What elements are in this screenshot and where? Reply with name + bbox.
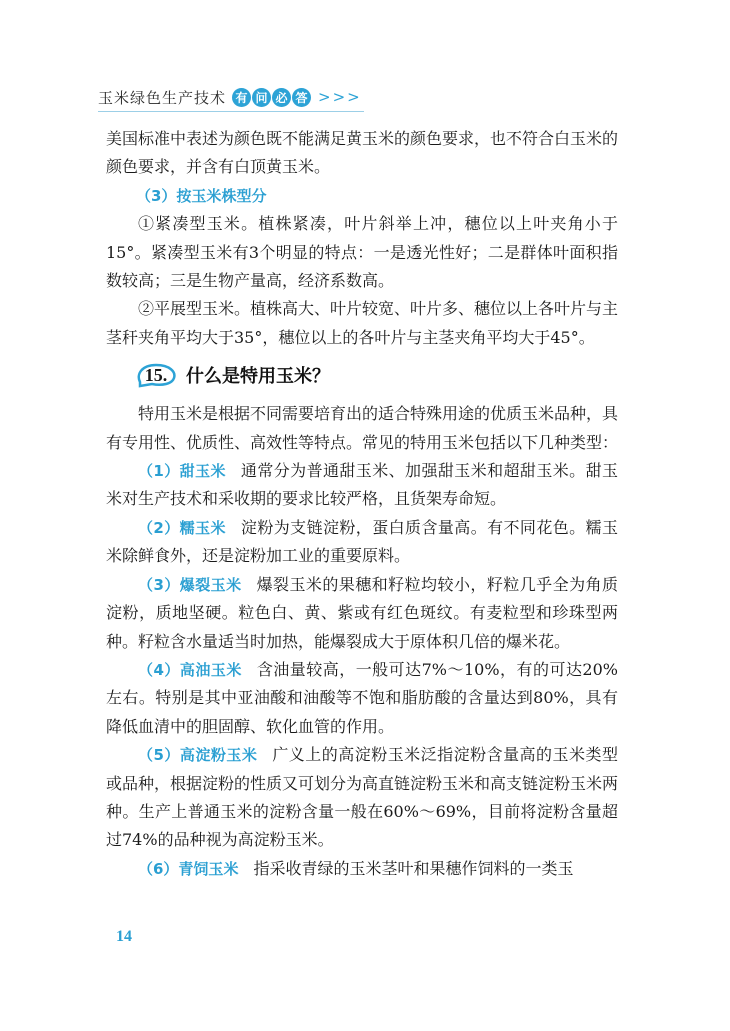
- page-number: 14: [116, 928, 132, 945]
- type-label: （1）甜玉米: [138, 462, 226, 481]
- type-paragraph: [106, 571, 618, 656]
- type-text: 广义上的高淀粉玉米泛指淀粉含量高的玉米类型或品种，根据淀粉的性质又可划分为高直链淀粉玉米和高支链淀粉玉米两种。生产上普通玉米的淀粉含量一般在60%～69%，目前将淀粉含量超过74%的品种视为高淀粉玉米。: [106, 745, 619, 850]
- question-title: 什么是特用玉米？: [186, 366, 330, 388]
- subheading-plant-type: （3）按玉米株型分: [136, 186, 267, 205]
- type-text: 含油量较高，一般可达7%～10%，有的可达20%左右。特别是其中亚油酸和油酸等不饱和脂肪酸的含量达到80%，具有降低血清中的胆固醇、软化血管的作用。: [106, 659, 618, 736]
- qa-badge: [232, 88, 312, 107]
- type-text: 爆裂玉米的果穗和籽粒均较小，籽粒几乎全为角质淀粉，质地坚硬。粒色白、黄、紫或有红色斑纹。有麦粒型和珍珠型两种。籽粒含水量适当时加热，能爆裂成大于原体积几倍的爆米花。: [106, 574, 618, 651]
- page-body: [106, 125, 618, 883]
- type-paragraph: [106, 741, 618, 855]
- type-label: （2）糯玉米: [138, 518, 226, 537]
- type-paragraph: [106, 656, 618, 741]
- type-text: 通常分为普通甜玉米、加强甜玉米和超甜玉米。甜玉米对生产技术和采收期的要求比较严格，且货架寿命短。: [106, 461, 618, 509]
- badge-char: 答: [292, 88, 311, 107]
- compact-paragraph: ①紧凑型玉米。植株紧凑，叶片斜举上冲，穗位以上叶夹角小于15°。紧凑型玉米有3个明显的特点：一是透光性好；二是群体叶面积指数较高；三是生物产量高，经济系数高。: [106, 214, 618, 291]
- type-label: （6）青饲玉米: [138, 859, 239, 878]
- type-label: （5）高淀粉玉米: [138, 746, 258, 765]
- book-title: 玉米绿色生产技术: [98, 88, 227, 107]
- intro-paragraph: 美国标准中表述为颜色既不能满足黄玉米的颜色要求，也不符合白玉米的颜色要求，并含有白顶黄玉米。: [106, 129, 619, 177]
- header-divider: [98, 111, 364, 112]
- question-number: 15.: [144, 364, 168, 385]
- chevrons-icon: >>>: [318, 88, 362, 106]
- type-label: （4）高油玉米: [138, 660, 242, 679]
- type-paragraph: [106, 457, 618, 514]
- type-text: 指采收青绿的玉米茎叶和果穗作饲料的一类玉: [253, 858, 574, 878]
- type-label: （3）爆裂玉米: [138, 575, 242, 594]
- speech-bubble-icon: [134, 362, 178, 388]
- running-header: [98, 83, 364, 111]
- question-heading: [134, 358, 618, 392]
- badge-char: 必: [272, 88, 291, 107]
- type-text: 淀粉为支链淀粉，蛋白质含量高。有不同花色。糯玉米除鲜食外，还是淀粉加工业的重要原料。: [106, 517, 618, 566]
- badge-char: 问: [252, 88, 271, 107]
- spread-paragraph: ②平展型玉米。植株高大、叶片较宽、叶片多、穗位以上各叶片与主茎秆夹角平均大于35°，穗位以上的各叶片与主茎夹角平均大于45°。: [106, 299, 619, 347]
- special-intro-paragraph: 特用玉米是根据不同需要培育出的适合特殊用途的优质玉米品种，具有专用性、优质性、高效性等特点。常见的特用玉米包括以下几种类型：: [106, 404, 619, 452]
- type-paragraph: [106, 855, 618, 883]
- type-paragraph: [106, 514, 618, 571]
- badge-char: 有: [232, 88, 251, 107]
